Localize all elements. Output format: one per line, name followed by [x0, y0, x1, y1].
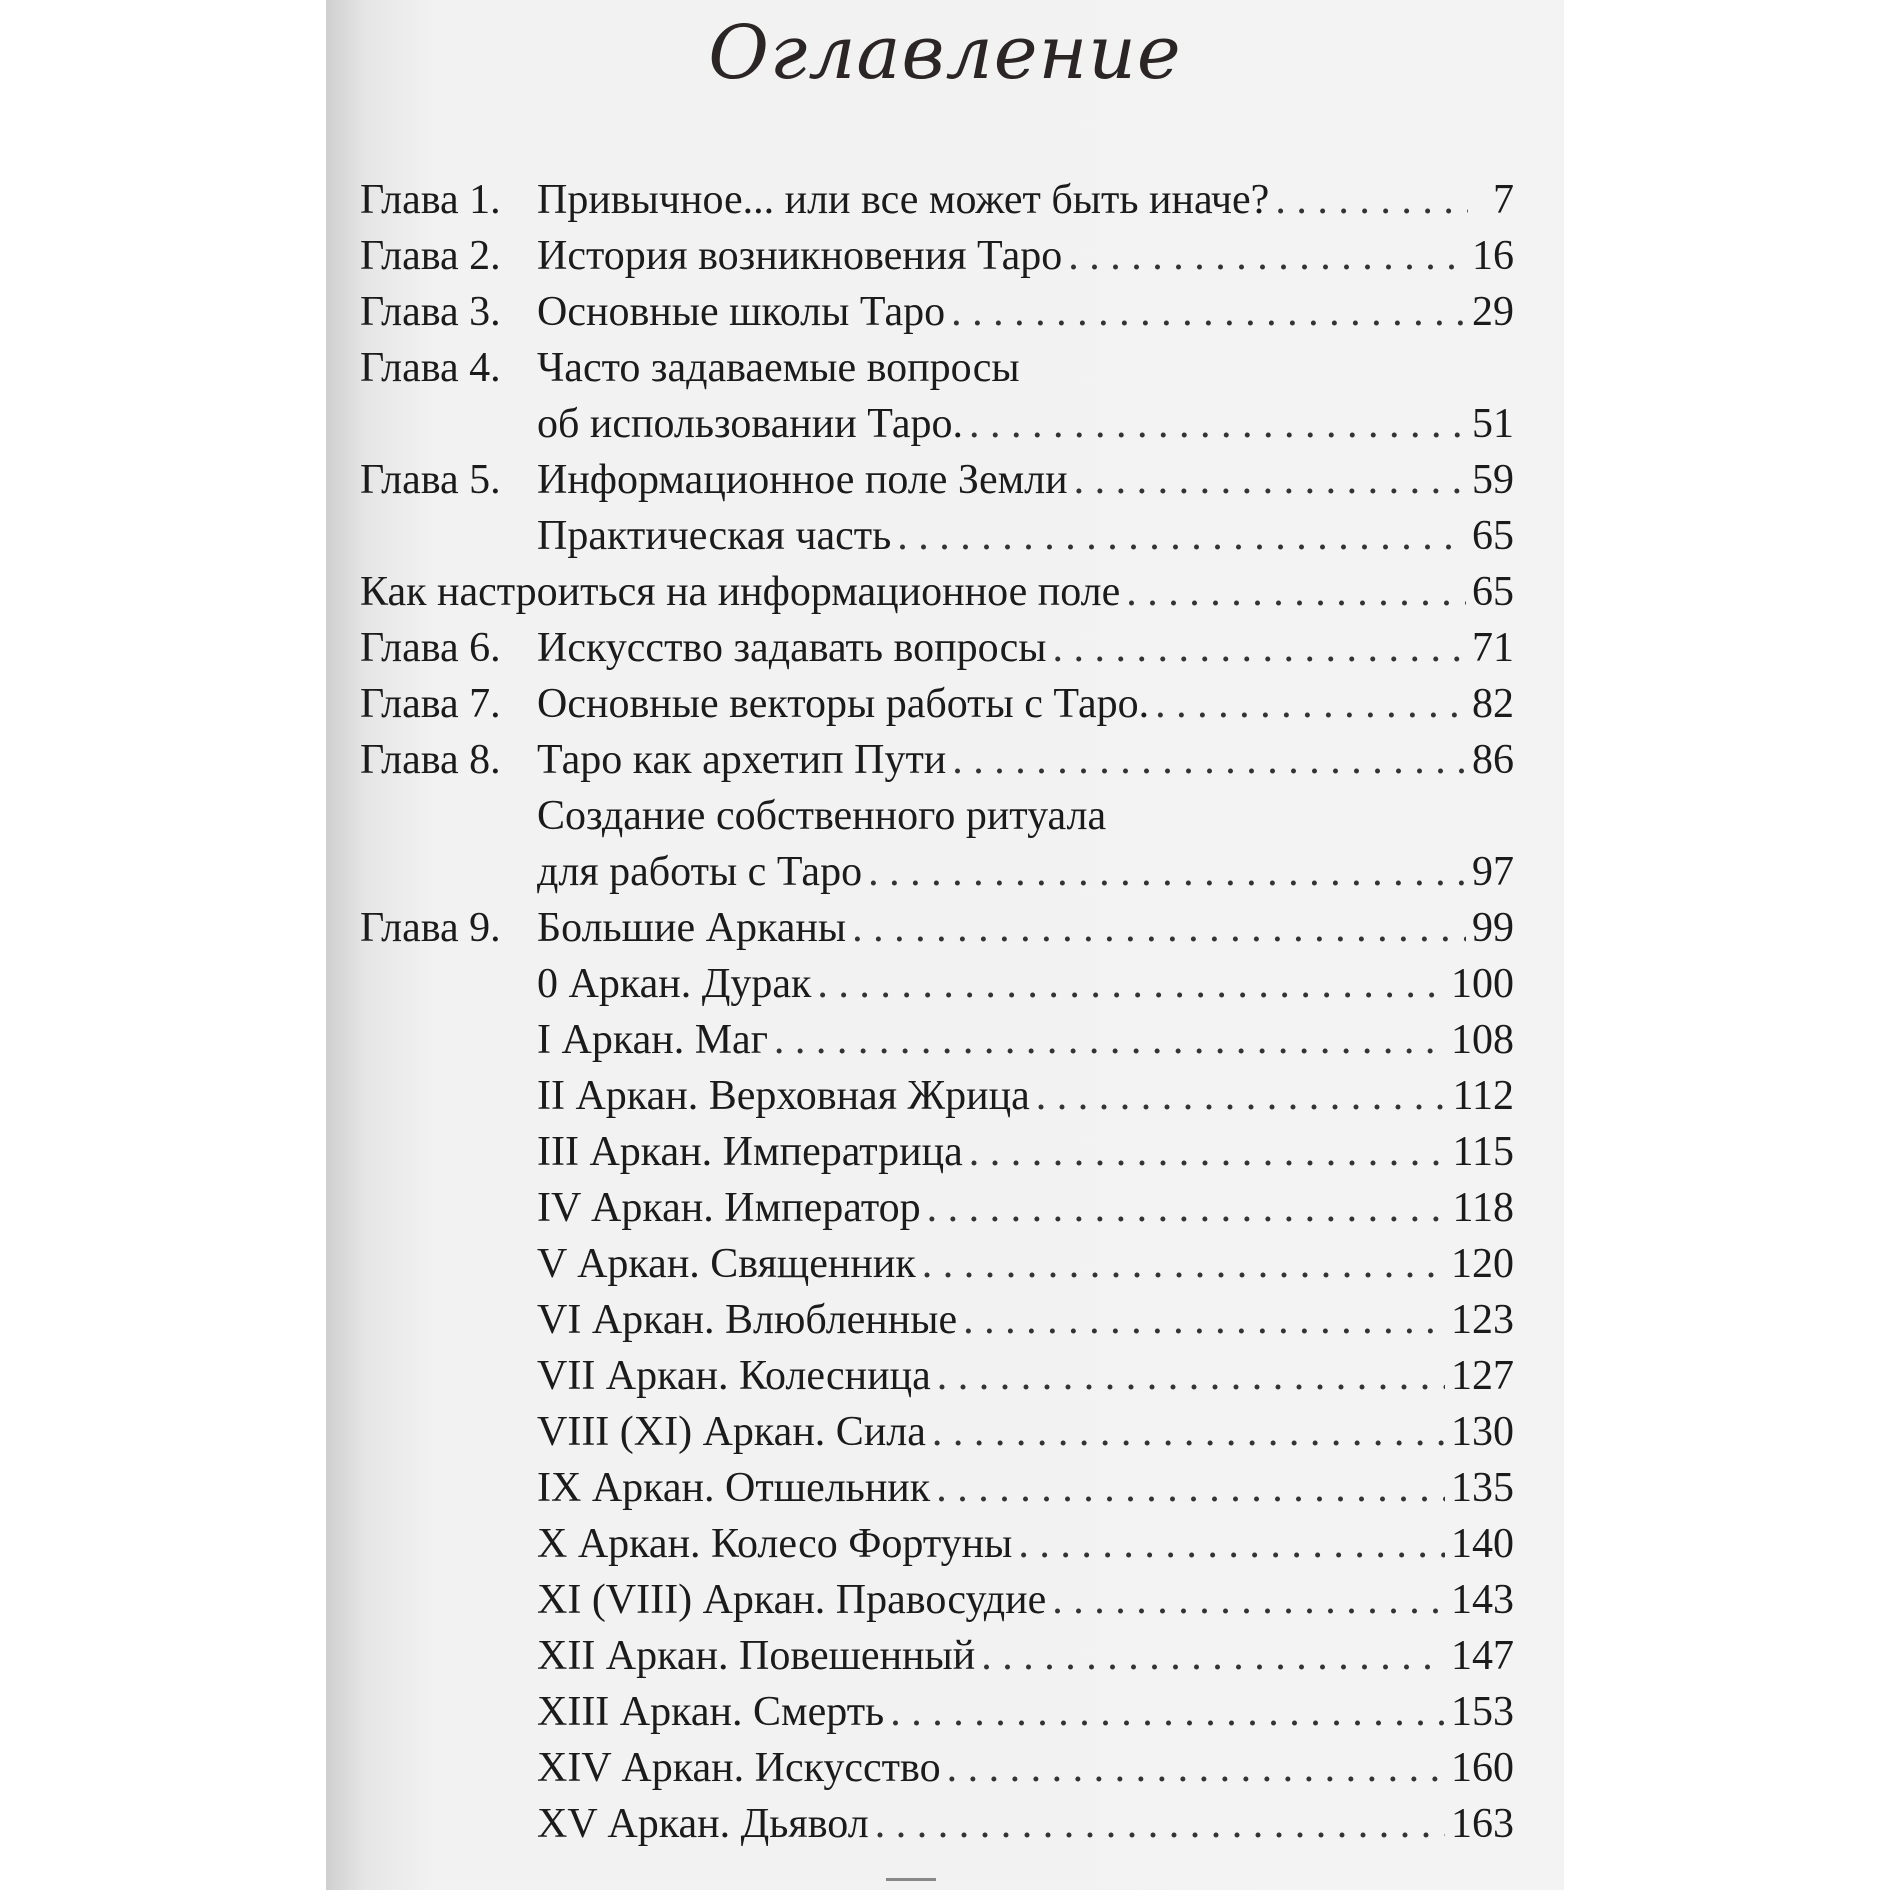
entry-title: VII Аркан. Колесница — [537, 1353, 931, 1399]
entry-title: XIV Аркан. Искусство — [537, 1745, 941, 1791]
page-number: 130 — [1451, 1409, 1514, 1455]
toc-entry[interactable] — [360, 1236, 1514, 1292]
page-number: 71 — [1472, 625, 1514, 671]
entry-title: Часто задаваемые вопросы — [537, 345, 1020, 391]
toc-entry[interactable] — [360, 172, 1514, 228]
chapter-label: Глава 9. — [360, 905, 501, 951]
entry-title: Таро как архетип Пути — [537, 737, 947, 783]
toc-entry[interactable] — [360, 900, 1514, 956]
toc-entry[interactable] — [360, 340, 1514, 396]
toc-entry[interactable] — [360, 1292, 1514, 1348]
entry-title: 0 Аркан. Дурак — [537, 961, 812, 1007]
entry-title: III Аркан. Императрица — [537, 1129, 963, 1175]
page-number: 65 — [1472, 513, 1514, 559]
dot-leader — [868, 844, 1466, 900]
page-number: 51 — [1472, 401, 1514, 447]
page-number: 147 — [1451, 1633, 1514, 1679]
toc-entry[interactable] — [360, 1180, 1514, 1236]
chapter-label: Глава 2. — [360, 233, 501, 279]
chapter-label: Глава 7. — [360, 681, 501, 727]
entry-title: Информационное поле Земли — [537, 457, 1068, 503]
dot-leader — [952, 732, 1466, 788]
dot-leader — [1052, 620, 1466, 676]
dot-leader — [1126, 564, 1466, 620]
page-number: 112 — [1452, 1073, 1514, 1119]
entry-title: Большие Арканы — [537, 905, 847, 951]
page-number: 160 — [1451, 1745, 1514, 1791]
entry-title: XI (VIII) Аркан. Правосудие — [537, 1577, 1047, 1623]
toc-entry[interactable] — [360, 1572, 1514, 1628]
entry-title: XV Аркан. Дьявол — [537, 1801, 869, 1847]
page-number: 82 — [1472, 681, 1514, 727]
page-number: 7 — [1493, 177, 1514, 223]
entry-title: Искусство задавать вопросы — [537, 625, 1047, 671]
dot-leader — [922, 1236, 1445, 1292]
toc-entry[interactable] — [360, 1628, 1514, 1684]
entry-title: Привычное... или все может быть иначе? — [537, 177, 1270, 223]
table-of-contents — [360, 172, 1514, 1852]
entry-title: XII Аркан. Повешенный — [537, 1633, 976, 1679]
dot-leader — [969, 396, 1466, 452]
page-number: 153 — [1451, 1689, 1514, 1735]
entry-title: IX Аркан. Отшельник — [537, 1465, 931, 1511]
entry-title: X Аркан. Колесо Фортуны — [537, 1521, 1013, 1567]
page-number: 120 — [1451, 1241, 1514, 1287]
toc-entry[interactable] — [360, 564, 1514, 620]
entry-title: об использовании Таро. — [537, 401, 963, 447]
page-number: 118 — [1452, 1185, 1514, 1231]
toc-entry[interactable] — [360, 1348, 1514, 1404]
toc-entry[interactable] — [360, 620, 1514, 676]
entry-title: XIII Аркан. Смерть — [537, 1689, 885, 1735]
toc-entry[interactable] — [360, 732, 1514, 788]
dot-leader — [875, 1796, 1445, 1852]
chapter-label: Глава 4. — [360, 345, 501, 391]
entry-title: Основные векторы работы с Таро. — [537, 681, 1150, 727]
entry-title: V Аркан. Священник — [537, 1241, 916, 1287]
entry-title: История возникновения Таро — [537, 233, 1063, 279]
entry-title: Основные школы Таро — [537, 289, 946, 335]
toc-entry[interactable] — [360, 1012, 1514, 1068]
dot-leader — [1068, 228, 1466, 284]
entry-title: для работы с Таро — [537, 849, 863, 895]
dot-leader — [852, 900, 1466, 956]
dot-leader — [897, 508, 1466, 564]
dot-leader — [774, 1012, 1445, 1068]
chapter-label: Глава 6. — [360, 625, 501, 671]
page-edge-mark — [886, 1878, 936, 1881]
toc-entry[interactable] — [360, 1740, 1514, 1796]
entry-title: IV Аркан. Император — [537, 1185, 921, 1231]
page-number: 99 — [1472, 905, 1514, 951]
toc-entry[interactable] — [360, 1124, 1514, 1180]
toc-entry[interactable] — [360, 1684, 1514, 1740]
entry-title: Как настроиться на информационное поле — [360, 569, 1121, 615]
page-number: 29 — [1472, 289, 1514, 335]
dot-leader — [932, 1404, 1445, 1460]
chapter-label: Глава 5. — [360, 457, 501, 503]
chapter-label: Глава 3. — [360, 289, 501, 335]
dot-leader — [1052, 1572, 1445, 1628]
dot-leader — [1155, 676, 1466, 732]
toc-entry[interactable] — [360, 1516, 1514, 1572]
entry-title: Создание собственного ритуала — [537, 793, 1107, 839]
dot-leader — [936, 1460, 1445, 1516]
dot-leader — [981, 1628, 1445, 1684]
dot-leader — [1018, 1516, 1445, 1572]
page-number: 65 — [1472, 569, 1514, 615]
page-number: 140 — [1451, 1521, 1514, 1567]
toc-entry[interactable] — [360, 788, 1514, 844]
page-number: 127 — [1451, 1353, 1514, 1399]
entry-title: I Аркан. Маг — [537, 1017, 768, 1063]
toc-entry[interactable] — [360, 508, 1514, 564]
dot-leader — [951, 284, 1466, 340]
page-number: 123 — [1451, 1297, 1514, 1343]
page-number: 115 — [1452, 1129, 1514, 1175]
entry-title: Практическая часть — [537, 513, 892, 559]
page-number: 163 — [1451, 1801, 1514, 1847]
page-number: 108 — [1451, 1017, 1514, 1063]
toc-entry[interactable] — [360, 1068, 1514, 1124]
dot-leader — [927, 1180, 1447, 1236]
entry-title: VI Аркан. Влюбленные — [537, 1297, 958, 1343]
toc-entry[interactable] — [360, 676, 1514, 732]
entry-title: II Аркан. Верховная Жрица — [537, 1073, 1030, 1119]
toc-entry[interactable] — [360, 228, 1514, 284]
page-number: 100 — [1451, 961, 1514, 1007]
toc-entry[interactable] — [360, 1796, 1514, 1852]
dot-leader — [1036, 1068, 1447, 1124]
toc-entry[interactable] — [360, 956, 1514, 1012]
dot-leader — [963, 1292, 1445, 1348]
toc-entry[interactable] — [360, 844, 1514, 900]
toc-entry[interactable] — [360, 396, 1514, 452]
page-number: 97 — [1472, 849, 1514, 895]
dot-leader — [969, 1124, 1447, 1180]
chapter-label: Глава 1. — [360, 177, 501, 223]
dot-leader — [890, 1684, 1445, 1740]
toc-entry[interactable] — [360, 1404, 1514, 1460]
dot-leader — [947, 1740, 1445, 1796]
page-title: Оглавление — [708, 10, 1182, 96]
dot-leader — [817, 956, 1445, 1012]
dot-leader — [1074, 452, 1466, 508]
book-page — [326, 0, 1564, 1890]
toc-entry[interactable] — [360, 284, 1514, 340]
page-number: 16 — [1472, 233, 1514, 279]
chapter-label: Глава 8. — [360, 737, 501, 783]
page-number: 143 — [1451, 1577, 1514, 1623]
dot-leader — [1275, 172, 1468, 228]
page-number: 86 — [1472, 737, 1514, 783]
dot-leader — [937, 1348, 1445, 1404]
entry-title: VIII (XI) Аркан. Сила — [537, 1409, 926, 1455]
page-number: 135 — [1451, 1465, 1514, 1511]
toc-entry[interactable] — [360, 452, 1514, 508]
toc-entry[interactable] — [360, 1460, 1514, 1516]
page-number: 59 — [1472, 457, 1514, 503]
